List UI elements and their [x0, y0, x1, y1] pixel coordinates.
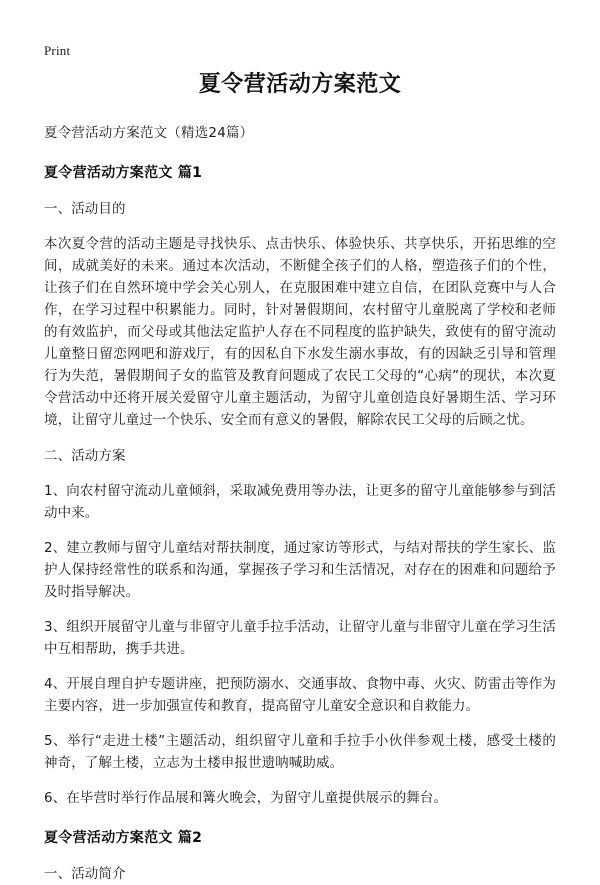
list-item-6: 6、在毕营时举行作品展和篝火晚会，为留守儿童提供展示的舞台。	[44, 790, 448, 806]
document-body	[44, 70, 556, 885]
list-item-3: 3、组织开展留守儿童与非留守儿童手拉手活动，让留守儿童与非留守儿童在学习生活中互相帮助，携手共进。	[44, 619, 556, 657]
list-item-4: 4、开展自理自护专题讲座，把预防溺水、交通事故、食物中毒、火灾、防雷击等作为主要内容，进一步加强宣传和教育，提高留守儿童安全意识和自救能力。	[44, 676, 556, 714]
paragraph-activity-purpose-body: 本次夏令营的活动主题是寻找快乐、点击快乐、体验快乐、共享快乐，开拓思维的空间，成就美好的未来。通过本次活动，不断健全孩子们的人格，塑造孩子们的个性，让孩子们在自然环境中学会关心别人，在克服困难中建立自信，在团队竞赛中与人合作，在学习过程中积累能力。同时，针对暑假期间，农村留守儿童脱离了学校和老师的有效监护，而父母或其他法定监护人存在不同程度的监护缺失，致使有的留守流动儿童整日留恋网吧和游戏厅，有的因私自下水发生溺水事故，有的因缺乏引导和管理行为失范，暑假期间子女的监管及教育问题成了农民工父母的“心病”的现状，本次夏令营活动中还将开展关爱留守儿童主题活动，为留守儿童创造良好暑期生活、学习环境，让留守儿童过一个快乐、安全而有意义的暑假，解除农民工父母的后顾之忧。	[44, 236, 556, 428]
subheading-activity-purpose: 一、活动目的	[44, 201, 126, 217]
print-label[interactable]: Print	[44, 43, 71, 58]
subheading-activity-intro: 一、活动简介	[44, 866, 126, 882]
list-item-5: 5、举行“走进土楼”主题活动，组织留守儿童和手拉手小伙伴参观土楼，感受土楼的神奇，了解土楼，立志为土楼申报世遗呐喊助威。	[44, 733, 556, 771]
list-item-2: 2、建立教师与留守儿童结对帮扶制度，通过家访等形式，与结对帮扶的学生家长、监护人保持经常性的联系和沟通，掌握孩子学习和生活情况，对存在的困难和问题给予及时指导解决。	[44, 540, 556, 600]
document-subtitle: 夏令营活动方案范文（精选24篇）	[44, 125, 254, 141]
list-item-1: 1、向农村留守流动儿童倾斜，采取减免费用等办法，让更多的留守儿童能够参与到活动中来。	[44, 483, 556, 521]
section-heading-pian2: 夏令营活动方案范文 篇2	[44, 830, 203, 846]
document-content	[44, 162, 556, 885]
subheading-activity-plan: 二、活动方案	[44, 448, 126, 464]
section-heading-pian1: 夏令营活动方案范文 篇1	[44, 165, 203, 181]
page-title: 夏令营活动方案范文	[198, 72, 402, 97]
